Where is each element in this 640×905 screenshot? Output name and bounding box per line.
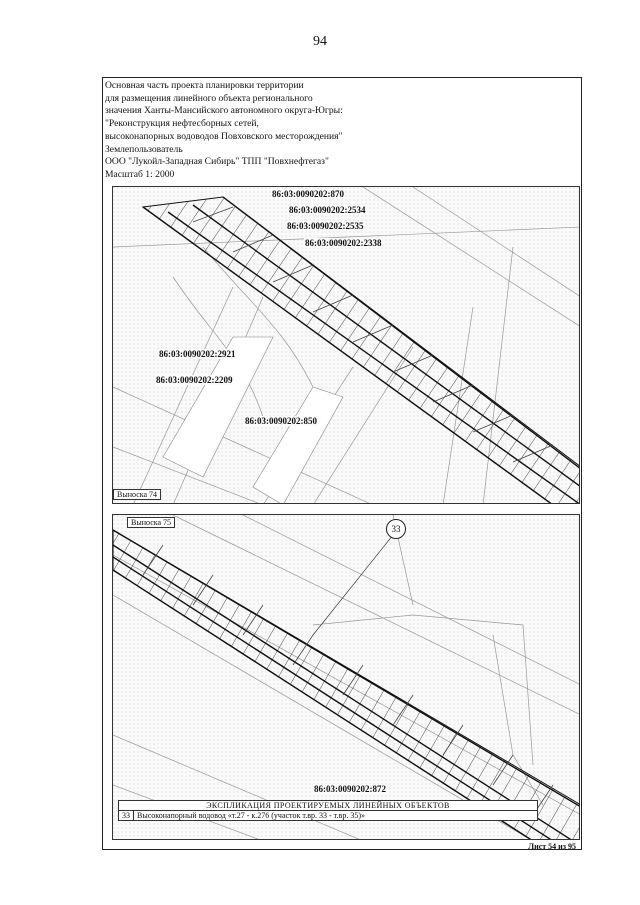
sheet-number: Лист 54 из 95 xyxy=(528,842,576,851)
map-drawing-top xyxy=(113,187,580,504)
explication-title: ЭКСПЛИКАЦИЯ ПРОЕКТИРУЕМЫХ ЛИНЕЙНЫХ ОБЪЕКТОВ xyxy=(118,800,538,810)
page-number: 94 xyxy=(313,34,327,49)
parcel-label: 86:03:0090202:850 xyxy=(245,416,317,426)
explication-table xyxy=(118,800,538,821)
title-line: "Реконструкция нефтесборных сетей, xyxy=(105,118,259,130)
title-line: Основная часть проекта планировки территории xyxy=(105,80,304,91)
parcel-label: 86:03:0090202:2535 xyxy=(287,221,364,231)
parcel-label: 86:03:0090202:2338 xyxy=(305,238,382,248)
parcel-label: 86:03:0090202:2921 xyxy=(159,349,236,359)
parcel-label: 86:03:0090202:870 xyxy=(272,189,344,199)
title-block xyxy=(105,80,445,182)
land-user-label: Землепользователь xyxy=(105,143,183,155)
map-callout-75 xyxy=(112,514,580,840)
parcel-label: 86:03:0090202:872 xyxy=(314,784,386,794)
title-line: значения Ханты-Мансийского автономного округа-Югры: xyxy=(105,105,343,117)
land-user-name: ООО "Лукойл-Западная Сибирь" ТПП "Повхнефтегаз" xyxy=(105,156,329,168)
parcel-label: 86:03:0090202:2534 xyxy=(289,205,366,215)
title-line: высоконапорных водоводов Повховского месторождения" xyxy=(105,130,343,142)
callout-label: Выноска 74 xyxy=(113,489,161,500)
parcel-label: 86:03:0090202:2209 xyxy=(156,375,233,385)
scale-label: Масштаб 1: 2000 xyxy=(105,168,175,180)
title-line: для размещения линейного объекта регионального xyxy=(105,92,313,104)
explication-text: Высоконапорный водовод «т.27 - к.276 (участок т.вр. 33 - т.вр. 35)» xyxy=(137,811,365,820)
map-callout-74 xyxy=(112,186,580,504)
callout-label: Выноска 75 xyxy=(127,517,175,528)
explication-number: 33 xyxy=(119,811,134,820)
object-number-marker: 33 xyxy=(386,519,406,539)
explication-row xyxy=(118,810,538,821)
